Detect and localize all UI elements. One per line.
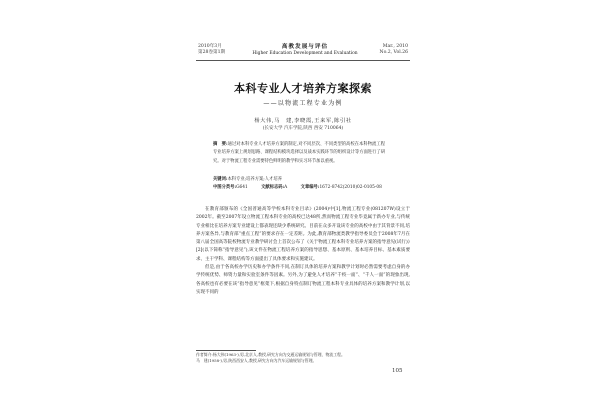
header-issue-info — [198, 44, 225, 57]
header-date: 2010年3月 — [198, 44, 222, 49]
body-paragraph: 但是,由于各高校办学历史和办学条件不同,在制订具体的培养方案和教学计划时必然需要考虑自身的办学传统优势、师资力量和实验室条件等因素。另外,为了避免人才培养“千校一面”、“千人一面”的现象出现,各高校也有必要在该“指导意见”框架下,根据自身特点制订物流工程本科专业具体的培养方案和教学计划,以实现不同的 — [196, 265, 410, 295]
footnote-item: 马 建(1958-),男,陕西西安人,教授,研究方向为汽车运输规划与管理。 — [196, 358, 317, 364]
clc-label: 中图分类号: — [213, 185, 237, 190]
clc-value: G641 — [236, 185, 248, 190]
keywords-text: 本科专业;培养方案;人才培养 — [227, 177, 282, 182]
doc-label: 文献标志码: — [261, 185, 285, 190]
abstract — [213, 141, 385, 166]
journal-name-cn: 高教发展与评估 — [281, 44, 329, 50]
header-volume-en: No.2, Vol.26 — [379, 50, 408, 56]
header-volume: 第28卷第1期 — [198, 50, 226, 56]
footnote-divider — [196, 350, 256, 351]
page-number: 105 — [392, 368, 403, 374]
id-value: 1672-8742(2010)02-0105-08 — [319, 185, 382, 190]
keywords-label: 关键词: — [213, 177, 228, 182]
keywords — [213, 176, 385, 182]
journal-name-en: Higher Education Development and Evaluation — [252, 51, 358, 56]
abstract-text: 通过对本科专业人才培养方案的制定,对不同层次、不同类型的高校在本科物流工程专业培养方案上规划思路、课程结构模块选择以及战本实践环节的组织设计等方面进行了研究。对于物流工程专业需要特色鲜明的教学和实习环节加以重视。 — [213, 142, 385, 164]
header-date-en: Mar., 2010 — [382, 44, 408, 49]
body-paragraph: 在教育部颁布的《全国普通高等学校本科专业目录》(2004)中[1],物流工程专业(081207W)设立于2002年。截至2007年设立物流工程本科专业的高校已达48所,然而物流工程专业毕竟属于新办专业,与传统专业相比在培养方案专业建设上都表现还缺少系统研究。目前在众多开设该专业的高校中由于其背景不同,培养方案各异,与教育部“重点工程”的要求存在一定差距。为此,教育部物流类教学指导委员会于2008年7月在第八届全国高等院校物流专业教学研讨会上首次公布了《关于物流工程本科专业培养方案的指导意见(试行)》[2](以下简称“指导意见”),该文件在物流工程培养方案的指导思想、基本原则、基本培养目标、基本素质要求、主干学科、课程结构等方面提出了具体要求和实施建议。 — [196, 207, 410, 262]
doc-value: A — [284, 185, 288, 190]
article-authors: 杨大伟,马 建,李晓霞,王来军,陈引社 — [254, 118, 352, 124]
footnotes — [196, 352, 410, 365]
abstract-label: 摘 要: — [213, 142, 228, 147]
classification-line — [213, 184, 409, 190]
article-id — [301, 185, 388, 190]
article-affiliation: (长安大学 汽车学院,陕西 西安 710064) — [262, 126, 344, 131]
body-text — [196, 206, 410, 297]
header-journal — [250, 42, 360, 56]
footnote-item: 作者简介:杨大伟(1963-),男,北京人,教授,研究方向为交通运输规划与管理、物流工程。 — [196, 352, 345, 357]
article-subtitle: ——以物流工程专业为例 — [263, 100, 343, 107]
clc-number — [213, 185, 254, 190]
doc-code — [261, 185, 293, 190]
header-issue-info-en — [368, 44, 408, 57]
article-title: 本科专业人才培养方案探索 — [234, 82, 372, 95]
id-label: 文章编号: — [300, 185, 320, 190]
header-divider — [196, 60, 410, 61]
